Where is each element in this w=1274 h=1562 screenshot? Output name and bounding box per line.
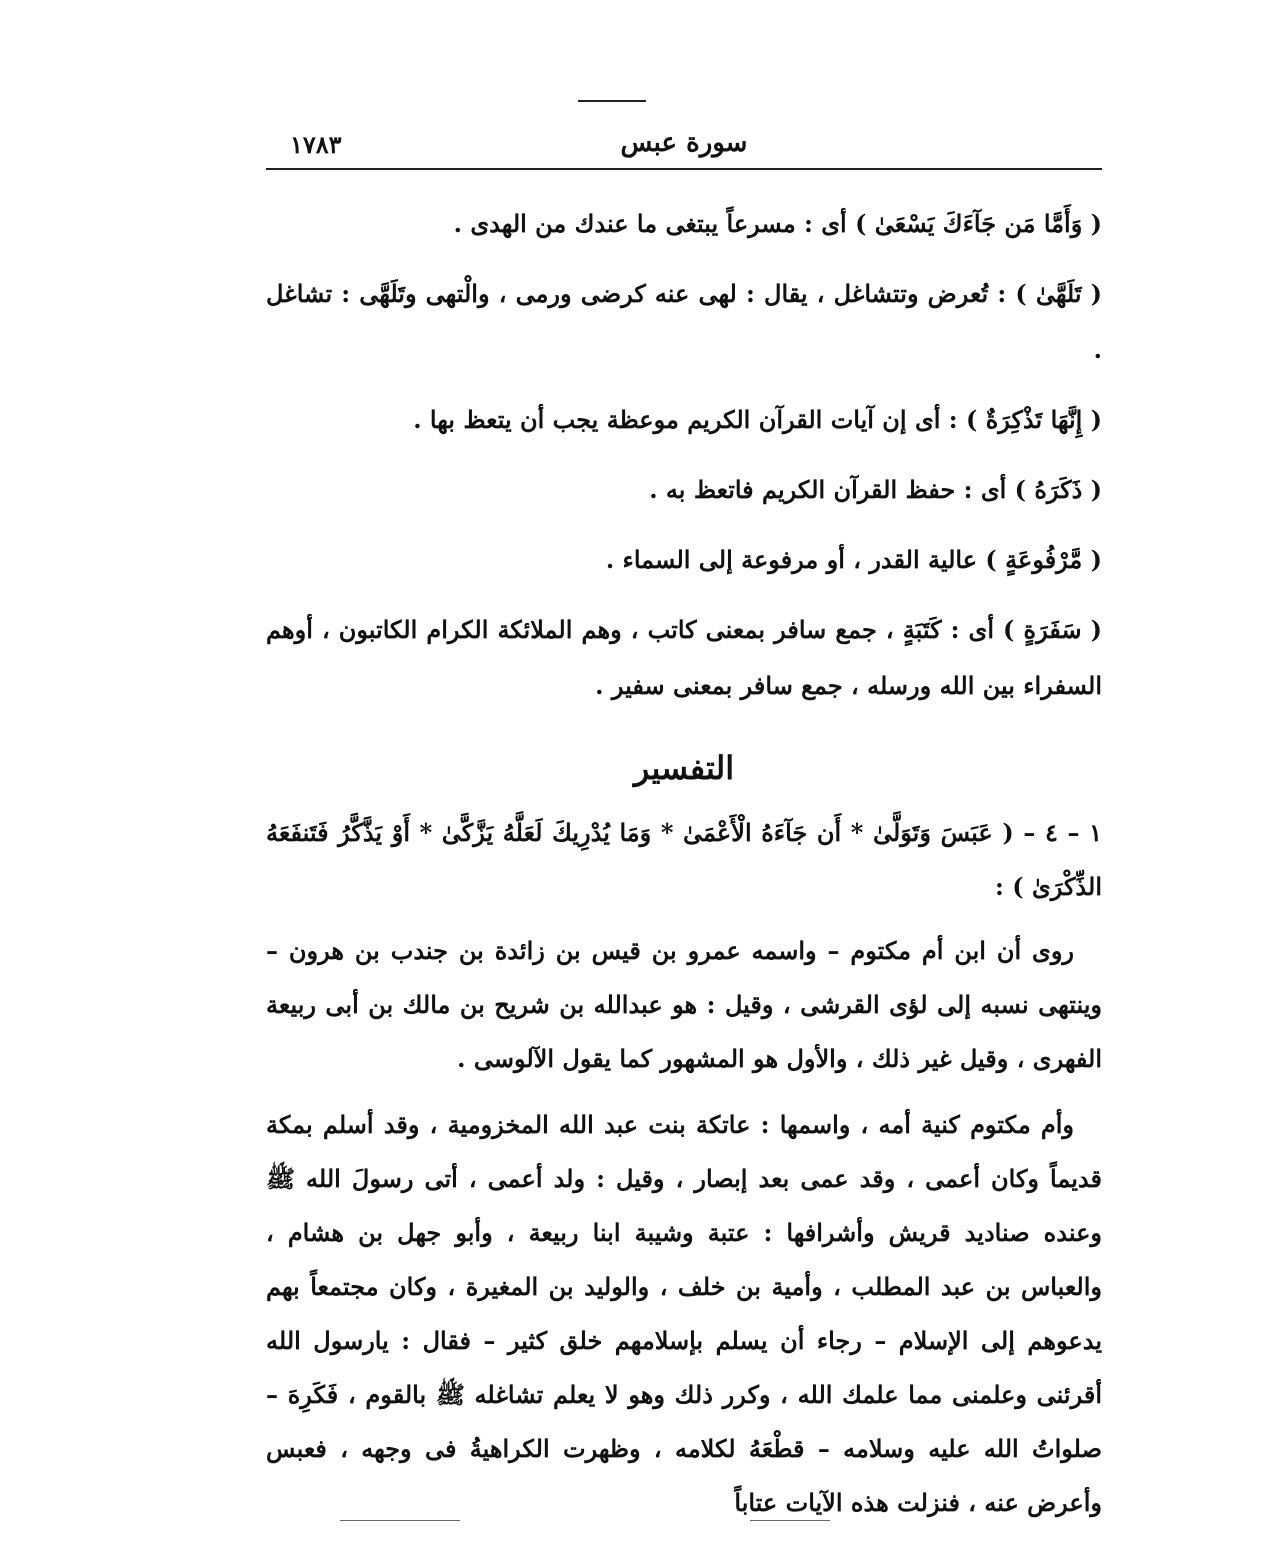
- gloss-innaha-tadhkira: ( إِنَّهَا تَذْكِرَةٌ ) : أى إن آيات القرآن الكريم موعظة يجب أن يتعظ بها .: [413, 405, 1102, 434]
- gloss-safarah: ( سَفَرَةٍ ) أى : كَتَبَةٍ ، جمع سافر بمعنى كاتب ، وهم الملائكة الكرام الكاتبون ، أوهم السفراء بين الله ورسله ، جمع سافر بمعنى سفير .: [266, 615, 1102, 700]
- surah-title: سورة عبس: [620, 128, 748, 158]
- paragraph-ibn-umm-maktum: روى أن ابن أم مكتوم – واسمه عمرو بن قيس بن زائدة بن جندب بن هرون – وينتهى نسبه إلى لؤى القرشى ، وقيل : هو عبدالله بن شريح بن مالك بن أبى ربيعة الفهرى ، وقيل غير ذلك ، والأول هو المشهور كما يقول الآلوسى .: [266, 936, 1102, 1073]
- bottom-rule-right: [750, 1520, 830, 1521]
- top-ornament-rule: [578, 100, 646, 102]
- paragraph-umm-maktum: وأم مكتوم كنية أمه ، واسمها : عاتكة بنت عبد الله المخزومية ، وقد أسلم بمكة قديماً وكان أعمى ، وقد عمى بعد إبصار ، وقيل : ولد أعمى ، أتى رسولَ الله ﷺ وعنده صناديد قريش وأشرافها : عتبة وشيبة ابنا ربيعة ، وأبو جهل بن هشام ، والعباس بن عبد المطلب ، وأمية بن خلف ، والوليد بن المغيرة ، وكان مجتمعاً بهم يدعوهم إلى الإسلام – رجاء أن يسلم بإسلامهم خلق كثير – فقال : يارسول الله أقرئنى وعلمنى مما علمك الله ، وكرر ذلك وهو لا يعلم تشاغله ﷺ بالقوم ، فَكَرِهَ – صلواتُ الله عليه وسلامه – قطْعَهُ لكلامه ، وظهرت الكراهيةُ فى وجهه ، فعبس وأعرض عنه ، فنزلت هذه الآيات عتاباً: [266, 1110, 1102, 1517]
- gloss-talahha: ( تَلَهَّىٰ ) : تُعرض وتتشاغل ، يقال : لهى عنه كرضى ورمى ، والْتهى وتَلَهَّى : تشاغل .: [266, 279, 1103, 364]
- page-header: [266, 128, 1102, 170]
- gloss-wa-amma-man-jaak: ( وَأَمَّا مَن جَآءَكَ يَسْعَىٰ ) أى : مسرعاً يبتغى ما عندك من الهدى .: [453, 209, 1102, 238]
- bottom-rule-left: [340, 1520, 460, 1521]
- page-number: ١٧٨٣: [290, 130, 342, 159]
- page-content: [266, 196, 1102, 1542]
- section-heading-tafsir: التفسير: [633, 749, 735, 787]
- gloss-marfuah: ( مَّرْفُوعَةٍ ) عالية القدر ، أو مرفوعة إلى السماء .: [605, 545, 1102, 574]
- gloss-dhakarahu: ( ذَكَرَهُ ) أى : حفظ القرآن الكريم فاتعظ به .: [649, 475, 1102, 504]
- verse-1-4: ١ – ٤ – ( عَبَسَ وَتَوَلَّىٰ * أَن جَآءَهُ الْأَعْمَىٰ * وَمَا يُدْرِيكَ لَعَلَّهُ يَزَّكَّىٰ * أَوْ يَذَّكَّرُ فَتَنفَعَهُ الذِّكْرَىٰ ) :: [266, 818, 1102, 901]
